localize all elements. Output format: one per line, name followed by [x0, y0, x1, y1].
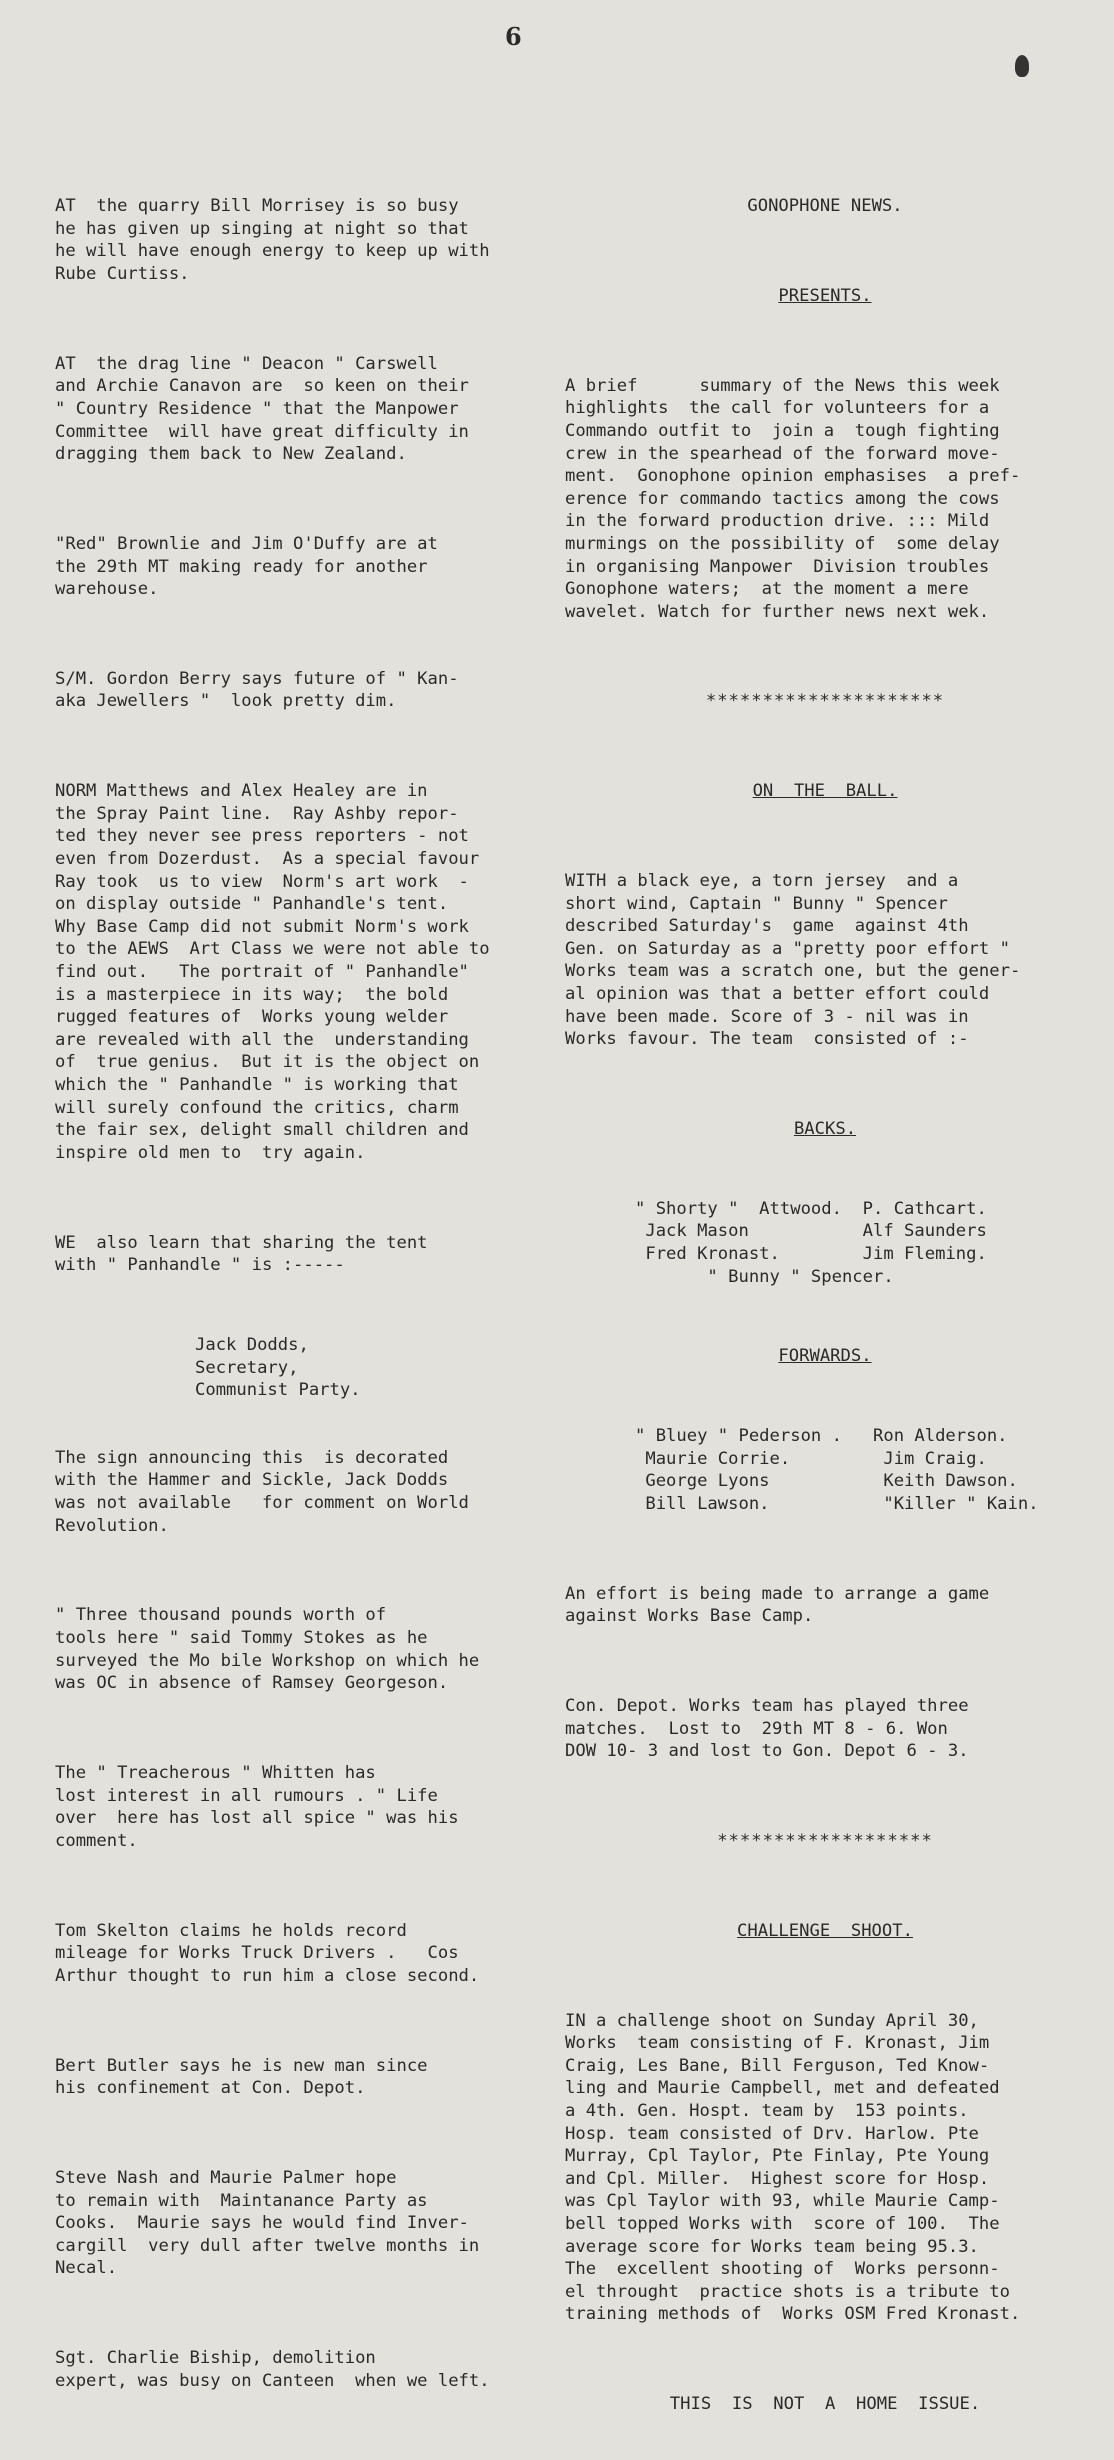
backs-title: BACKS.	[793, 1118, 857, 1139]
left-paragraph: " Three thousand pounds worth of tools here " said Tommy Stokes as he surveyed the Mo bile Workshop on which he was OC in absence of Ramsey Georgeson.	[55, 1605, 480, 1694]
ink-blot	[1015, 55, 1029, 77]
left-paragraph: AT the quarry Bill Morrisey is so busy he has given up singing at night so that he will have enough energy to keep up with Rube Curtiss.	[55, 196, 490, 284]
star-divider: *********************	[705, 691, 945, 712]
backs-list: " Shorty " Attwood. P. Cathcart. Jack Mason Alf Saunders Fred Kronast. Jim Fleming. " Bunny " Spencer.	[635, 1198, 987, 1287]
news-paragraph: A brief summary of the News this week highlights the call for volunteers for a Commando outfit to join a tough fighting crew in the spearhead of the forward move- ment. Gonophone opinion emphasises a pref- erence for commando tactics among the cows in the forward production drive. ::: Mild murmings on the possibility of some delay in organising Manpower Division troubles Gonophone waters; at the moment a mere wavelet. Watch for further news next wek.	[565, 375, 1021, 622]
left-paragraph: S/M. Gordon Berry says future of " Kan- aka Jewellers " look pretty dim.	[55, 668, 459, 712]
left-paragraph: The sign announcing this is decorated with the Hammer and Sickle, Jack Dodds was not available for comment on World Revolution.	[55, 1447, 469, 1536]
shoot-paragraph: IN a challenge shoot on Sunday April 30, Works team consisting of F. Kronast, Jim Craig, Les Bane, Bill Ferguson, Ted Know- ling and Maurie Campbell, met and defeated a 4th. Gen. Hospt. team by 153 points. Hosp. team consisted of Drv. Harlow. Pte Murray, Cpl Taylor, Pte Finlay, Pte Young and Cpl. Miller. Highest score for Hosp. was Cpl Taylor with 93, while Maurie Camp- bell topped Works with score of 100. The average score for Works team being 95.3. The excellent shooting of Works personn- el throught practice shots is a tribute to training methods of Works OSM Fred Kronast.	[565, 2010, 1021, 2325]
depot-paragraph: Con. Depot. Works team has played three matches. Lost to 29th MT 8 - 6. Won DOW 10- 3 and lost to Gon. Depot 6 - 3.	[565, 1696, 969, 1762]
left-paragraph: NORM Matthews and Alex Healey are in the Spray Paint line. Ray Ashby repor- ted they never see press reporters - not even from Dozerdust. As a special favour Ray took us to view Norm's art work - on display outside " Panhandle's tent. Why Base Camp did not submit Norm's work to the AEWS Art Class we were not able to find out. The portrait of " Panhandle" is a masterpiece in its way; the bold rugged features of Works young welder are revealed with all the understanding of true genius. But it is the object on which the " Panhandle " is working that will surely confound the critics, charm the fair sex, delight small children and inspire old men to try again.	[55, 781, 490, 1163]
gonophone-header: GONOPHONE NEWS.	[747, 196, 903, 217]
ball-paragraph: WITH a black eye, a torn jersey and a short wind, Captain " Bunny " Spencer described Saturday's game against 4th Gen. on Saturday as a "pretty poor effort " Works team was a scratch one, but the gener- al opinion was that a better effort could have been made. Score of 3 - nil was in Works favour. The team consisted of :-	[565, 871, 1021, 1050]
left-paragraph: AT the drag line " Deacon " Carswell and Archie Canavon are so keen on their " Country Residence " that the Manpower Committee will have great difficulty in dragging them back to New Zealand.	[55, 353, 469, 465]
right-column	[565, 150, 1085, 2460]
left-paragraph: Steve Nash and Maurie Palmer hope to remain with Maintanance Party as Cooks. Maurie says he would find Inver- cargill very dull after twelve months in Necal.	[55, 2167, 480, 2279]
quote-block: Jack Dodds, Secretary, Communist Party.	[195, 1334, 361, 1401]
page-number: 6	[505, 22, 522, 51]
left-paragraph: WE also learn that sharing the tent with " Panhandle " is :-----	[55, 1232, 428, 1276]
star-divider: *******************	[717, 1831, 933, 1851]
left-paragraph: "Red" Brownlie and Jim O'Duffy are at the 29th MT making ready for another warehouse.	[55, 533, 438, 600]
presents-header: PRESENTS.	[778, 285, 872, 306]
left-paragraph: Sgt. Charlie Biship, demolition expert, was busy on Canteen when we left.	[55, 2348, 490, 2391]
left-paragraph: Tom Skelton claims he holds record mileage for Works Truck Drivers . Cos Arthur thought to run him a close second.	[55, 1920, 480, 1986]
footer-note: THIS IS NOT A HOME ISSUE.	[669, 2394, 981, 2415]
forwards-list: " Bluey " Pederson . Ron Alderson. Maurie Corrie. Jim Craig. George Lyons Keith Dawson. Bill Lawson. "Killer " Kain.	[635, 1426, 1039, 1514]
forwards-title: FORWARDS.	[778, 1346, 872, 1367]
left-paragraph: Bert Butler says he is new man since his confinement at Con. Depot.	[55, 2055, 428, 2099]
left-column	[55, 150, 545, 2437]
ball-title: ON THE BALL.	[752, 781, 898, 802]
shoot-title: CHALLENGE SHOOT.	[737, 1920, 913, 1941]
effort-paragraph: An effort is being made to arrange a game against Works Base Camp.	[565, 1583, 990, 1627]
left-paragraph: The " Treacherous " Whitten has lost interest in all rumours . " Life over here has lost all spice " was his comment.	[55, 1763, 459, 1851]
